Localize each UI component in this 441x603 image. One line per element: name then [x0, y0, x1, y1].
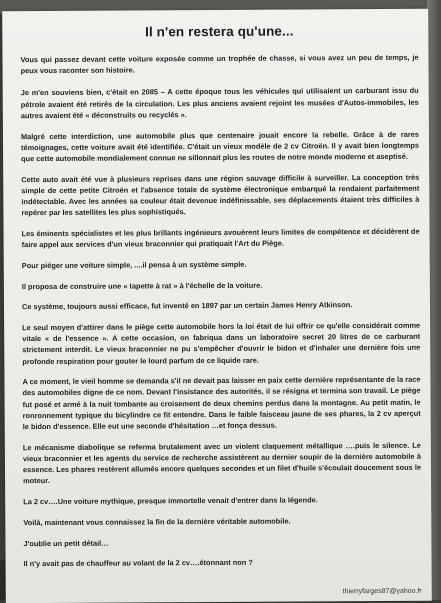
paragraph-4: Cette auto avait été vue à plusieurs reprises dans une région sauvage difficile à surveiller. La conception très simple de cette petite Citroën et l'absence totale de système électronique embarqué la rendaient parfaitement indétectable. Avec les années sa couleur était devenue indéfinissable, ses déplacements étaient très difficiles à repérer par les satellites les plus sophistiqués.: [21, 172, 420, 218]
paragraph-13: Voilà, maintenant vous connaissez la fin de la dernière véritable automobile.: [23, 516, 291, 527]
paragraph-2: Je m'en souviens bien, c'était en 2085 – A cette époque tous les véhicules qui utilisaient un carburant issu du pétrole avaient été retirés de la circulation. Les plus anciens avaient rejoint les musées d'Autos-immobiles, les autres avaient été « déconstruits ou recyclés ».: [20, 86, 419, 121]
paragraph-11: Le mécanisme diabolique se referma brutalement avec un violent claquement métallique ….puis le silence. Le vieux braconnier et les agents du service de recherche assistèrent au dernier soupir de la dernière automobile à essence. Les phares restèrent allumés encore quelques secondes et un filet d'huile s'écoulait doucement sous le moteur.: [22, 440, 422, 486]
paper-sheet: [2, 9, 432, 603]
paragraph-14: J'oublie un petit détail…: [23, 538, 109, 548]
paragraph-8: Ce système, toujours aussi efficace, fut inventé en 1897 par un certain James Henry Atkinson.: [21, 300, 353, 312]
paragraph-6: Pour piéger une voiture simple, ....il pensa à un système simple.: [21, 259, 247, 271]
paragraph-3: Malgré cette interdiction, une automobile plus que centenaire jouait encore la rebelle. Grâce à de rares témoignages, cette voiture avait été identifiée. C'était un vieux modèle de 2 cv Citroën. Il y avait bien longtemps que cette automobile mondialement connue ne sillonnait plus les routes de notre monde moderne et aseptisé.: [20, 129, 420, 164]
document-title: Il n'en restera qu'une...: [145, 23, 294, 40]
paragraph-12: La 2 cv….Une voiture mythique, presque immortelle venait d'entrer dans la légende.: [23, 495, 318, 507]
paragraph-10: A ce moment, le vieil homme se demanda s'il ne devait pas laisser en paix cette dernière représentante de la race des automobiles digne de ce nom. Devant l'insistance des autorités, il se résigna et termina son travail. Le piège fut posé et armé à la nuit tombante au croisement de deux chemins perdus dans la montagne. Au petit matin, le ronronnement typique du bicylindre ce fit entendre. Dans le faible faisceau jaune de ses phares, la 2 cv aperçut le bidon d'essence. Elle eut une seconde d'hésitation …et fonça dessus.: [22, 375, 421, 432]
paragraph-1: Vous qui passez devant cette voiture exposée comme un trophée de chasse, si vous avez un peu de temps, je peux vous raconter son histoire.: [20, 52, 419, 76]
document-body: [20, 21, 421, 579]
paragraph-5: Les éminents spécialistes et les plus brillants ingénieurs avouèrent leurs limites de compétence et décidèrent de faire appel aux services d'un vieux braconnier qui pratiquait l'Art du Piège.: [21, 226, 420, 250]
author-email: thierryfarges87@yahoo.fr: [342, 587, 422, 596]
paragraph-7: Il proposa de construire une « tapette à rat » à l'échelle de la voiture.: [21, 280, 263, 291]
paragraph-9: Le seul moyen d'attirer dans le piège cette automobile hors la loi était de lui offrir ce qu'elle considérait comme vitale « de l'essence ». A cette occasion, on fabriqua dans un laboratoire secret 20 litres de ce carburant strictement interdit. Le vieux braconnier ne pu s'empêcher d'ouvrir le bidon et d'inhaler une dernière fois une profonde respiration pour gouter le lourd parfum de ce liquide rare.: [22, 320, 421, 366]
paragraph-15: Il n'y avait pas de chauffeur au volant de la 2 cv….étonnant non ?: [23, 557, 253, 569]
